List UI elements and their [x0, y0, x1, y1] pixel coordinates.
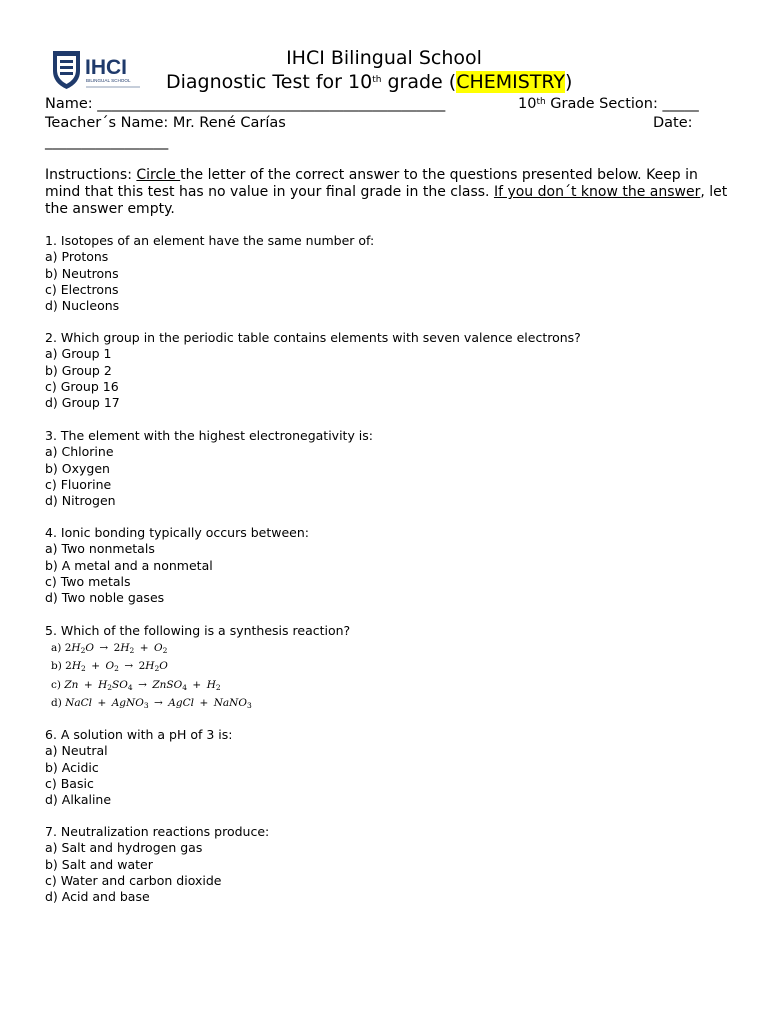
- logo-text: IHCI: [85, 56, 127, 79]
- option: d) Nucleons: [45, 298, 120, 314]
- option: d) Two noble gases: [45, 590, 165, 606]
- logo-subtext: BILINGUAL SCHOOL: [86, 78, 131, 83]
- question-3: [45, 428, 373, 509]
- question-4: [45, 525, 309, 606]
- equation-option-d: d) NaCl + AgNO$_3$ → AgCl + NaNO$_3$: [51, 697, 252, 710]
- question-text: 7. Neutralization reactions produce:: [45, 824, 270, 839]
- option: d) Alkaline: [45, 792, 112, 808]
- option: b) Oxygen: [45, 460, 110, 476]
- teacher-name: Teacher´s Name: Mr. René Carías: [45, 115, 286, 131]
- option: b) Acidic: [45, 759, 99, 775]
- option: a) Neutral: [45, 743, 108, 759]
- option: d) Acid and base: [45, 889, 150, 905]
- school-name: IHCI Bilingual School: [286, 47, 482, 69]
- option: c) Electrons: [45, 281, 119, 297]
- option: b) Group 2: [45, 362, 112, 378]
- option: c) Water and carbon dioxide: [45, 872, 222, 888]
- option: a) Protons: [45, 249, 109, 265]
- question-text: 6. A solution with a pH of 3 is:: [45, 727, 233, 742]
- question-6: [45, 727, 232, 808]
- option: d) Nitrogen: [45, 493, 116, 509]
- option: b) Salt and water: [45, 856, 153, 872]
- option: c) Two metals: [45, 573, 131, 589]
- date-field: Date:: [653, 115, 693, 131]
- option: a) Two nonmetals: [45, 541, 155, 557]
- question-7: [45, 824, 269, 905]
- name-field: Name: ________________________________________________: [45, 96, 446, 112]
- question-text: 5. Which of the following is a synthesis reaction?: [45, 623, 351, 638]
- option: a) Group 1: [45, 346, 112, 362]
- option: b) A metal and a nonmetal: [45, 557, 213, 573]
- subject-highlight: CHEMISTRY: [456, 71, 566, 93]
- equation-option-a: a) $2H_2O \to 2H_2 + O_2$: [51, 642, 168, 655]
- equation-option-b: b) $2H_2 + O_2 \to 2H_2O$: [51, 660, 168, 673]
- option: a) Chlorine: [45, 444, 114, 460]
- section-field: 10th Grade Section: _____: [518, 96, 699, 112]
- option: c) Basic: [45, 775, 94, 791]
- option: c) Group 16: [45, 378, 119, 394]
- question-1: [45, 233, 374, 314]
- option: b) Neutrons: [45, 265, 119, 281]
- question-text: 2. Which group in the periodic table contains elements with seven valence electrons?: [45, 330, 581, 345]
- question-2: [45, 330, 581, 411]
- instructions: Instructions: Circle the letter of the correct answer to the questions presented below. Keep in mind that this test has no value in your final grade in the class. If you don´t know the answer, let the answer empty.: [45, 167, 728, 217]
- question-text: 1. Isotopes of an element have the same number of:: [45, 233, 375, 248]
- question-text: 3. The element with the highest electronegativity is:: [45, 428, 374, 443]
- date-line: _________________: [45, 134, 169, 150]
- test-title: Diagnostic Test for 10th grade (CHEMISTRY): [166, 71, 573, 93]
- question-text: 4. Ionic bonding typically occurs between:: [45, 525, 309, 540]
- option: c) Fluorine: [45, 476, 112, 492]
- option: a) Salt and hydrogen gas: [45, 840, 203, 856]
- equation-option-c: c) $Zn + H_2SO_4$ → ZnSO$_4$ + $H_2$: [51, 679, 221, 692]
- question-5: [45, 623, 350, 639]
- option: d) Group 17: [45, 395, 120, 411]
